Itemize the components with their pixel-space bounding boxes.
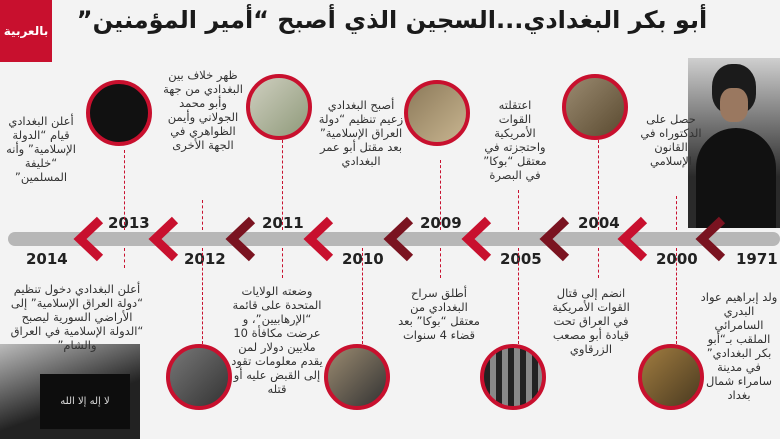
year-label: 1971 [736, 250, 778, 268]
event-2000: حصل على الدكتوراه في القانون الإسلامي [640, 112, 702, 168]
year-label: 2009 [420, 214, 462, 232]
prison-bars-image [480, 344, 546, 410]
connector-line [124, 150, 125, 230]
year-label: 2010 [342, 250, 384, 268]
connector-line [518, 248, 519, 344]
event-2005: انضم إلى قتال القوات الأمريكية في العراق تحت قيادة أبو مصعب الزرقاوي [552, 286, 630, 356]
event-2011: وضعته الولايات المتحدة على قائمة “الإرهابيين”، و عرضت مكافأة 10 ملايين دولار لمن يقدم معلومات تقود إلى القبض عليه أو قتله [231, 284, 323, 396]
connector-line [282, 140, 283, 230]
connector-line [676, 248, 677, 344]
connector-line [282, 248, 283, 278]
page-title: أبو بكر البغدادي...السجين الذي أصبح “أمير المؤمنين” [76, 6, 708, 34]
connector-line [676, 196, 677, 230]
year-label: 2005 [500, 250, 542, 268]
year-label: 2011 [262, 214, 304, 232]
chevron-icon [222, 216, 262, 262]
event-2013: ظهر خلاف بين البغدادي من جهة وأبو محمد الجولاني وأيمن الظواهري في الجهة الأخرى [163, 68, 243, 152]
event-1971: ولد إبراهيم عواد البدري السامرائي الملقب بـ“أبو بكر البغدادي” في مدينة سامراء شمال بغداد [700, 290, 778, 402]
year-label: 2004 [578, 214, 620, 232]
event-2012: أعلن البغدادي دخول تنظيم “دولة العراق الإسلامية” إلى الأراضي السورية ليصبح “الدولة الإسلامية في العراق والشام” [10, 282, 144, 352]
flag: لا إله إلا الله [40, 374, 130, 429]
chevron-icon [145, 216, 185, 262]
prison-camp-image [404, 80, 470, 146]
isis-flag-image [86, 80, 152, 146]
connector-line [518, 190, 519, 230]
event-2010: أصبح البغدادي زعيم تنظيم “دولة العراق الإسلامية” بعد مقتل أبو عمر البغدادي [318, 98, 404, 168]
connector-line [124, 248, 125, 268]
money-image [246, 74, 312, 140]
fighters-image [166, 344, 232, 410]
chevron-icon [300, 216, 340, 262]
chevron-icon [380, 216, 420, 262]
connector-line [202, 200, 203, 230]
connector-line [202, 248, 203, 344]
chevron-icon [458, 216, 498, 262]
year-label: 2014 [26, 250, 68, 268]
chevron-icon [70, 216, 110, 262]
year-label: 2013 [108, 214, 150, 232]
event-2009: أطلق سراح البغدادي من معتقل “بوكا” بعد قضاء 4 سنوات [398, 286, 480, 342]
books-image [638, 344, 704, 410]
connector-line [598, 248, 599, 278]
connector-line [362, 248, 363, 344]
crowd-image [0, 344, 140, 439]
year-label: 2012 [184, 250, 226, 268]
chevron-icon [614, 216, 654, 262]
connector-line [440, 248, 441, 278]
chevron-icon [692, 216, 732, 262]
fighter-image [324, 344, 390, 410]
event-2004-arrest: اعتقلته القوات الأمريكية واحتجزته في معتقل “بوكا” في البصرة [483, 98, 547, 182]
event-2014: أعلن البغدادي قيام “الدولة الإسلامية” وأنه “خليفة المسلمين” [6, 114, 76, 184]
military-vehicle-image [562, 74, 628, 140]
connector-line [598, 140, 599, 230]
year-label: 2000 [656, 250, 698, 268]
channel-logo: بالعربية [0, 0, 52, 62]
connector-line [440, 160, 441, 230]
chevron-icon [536, 216, 576, 262]
